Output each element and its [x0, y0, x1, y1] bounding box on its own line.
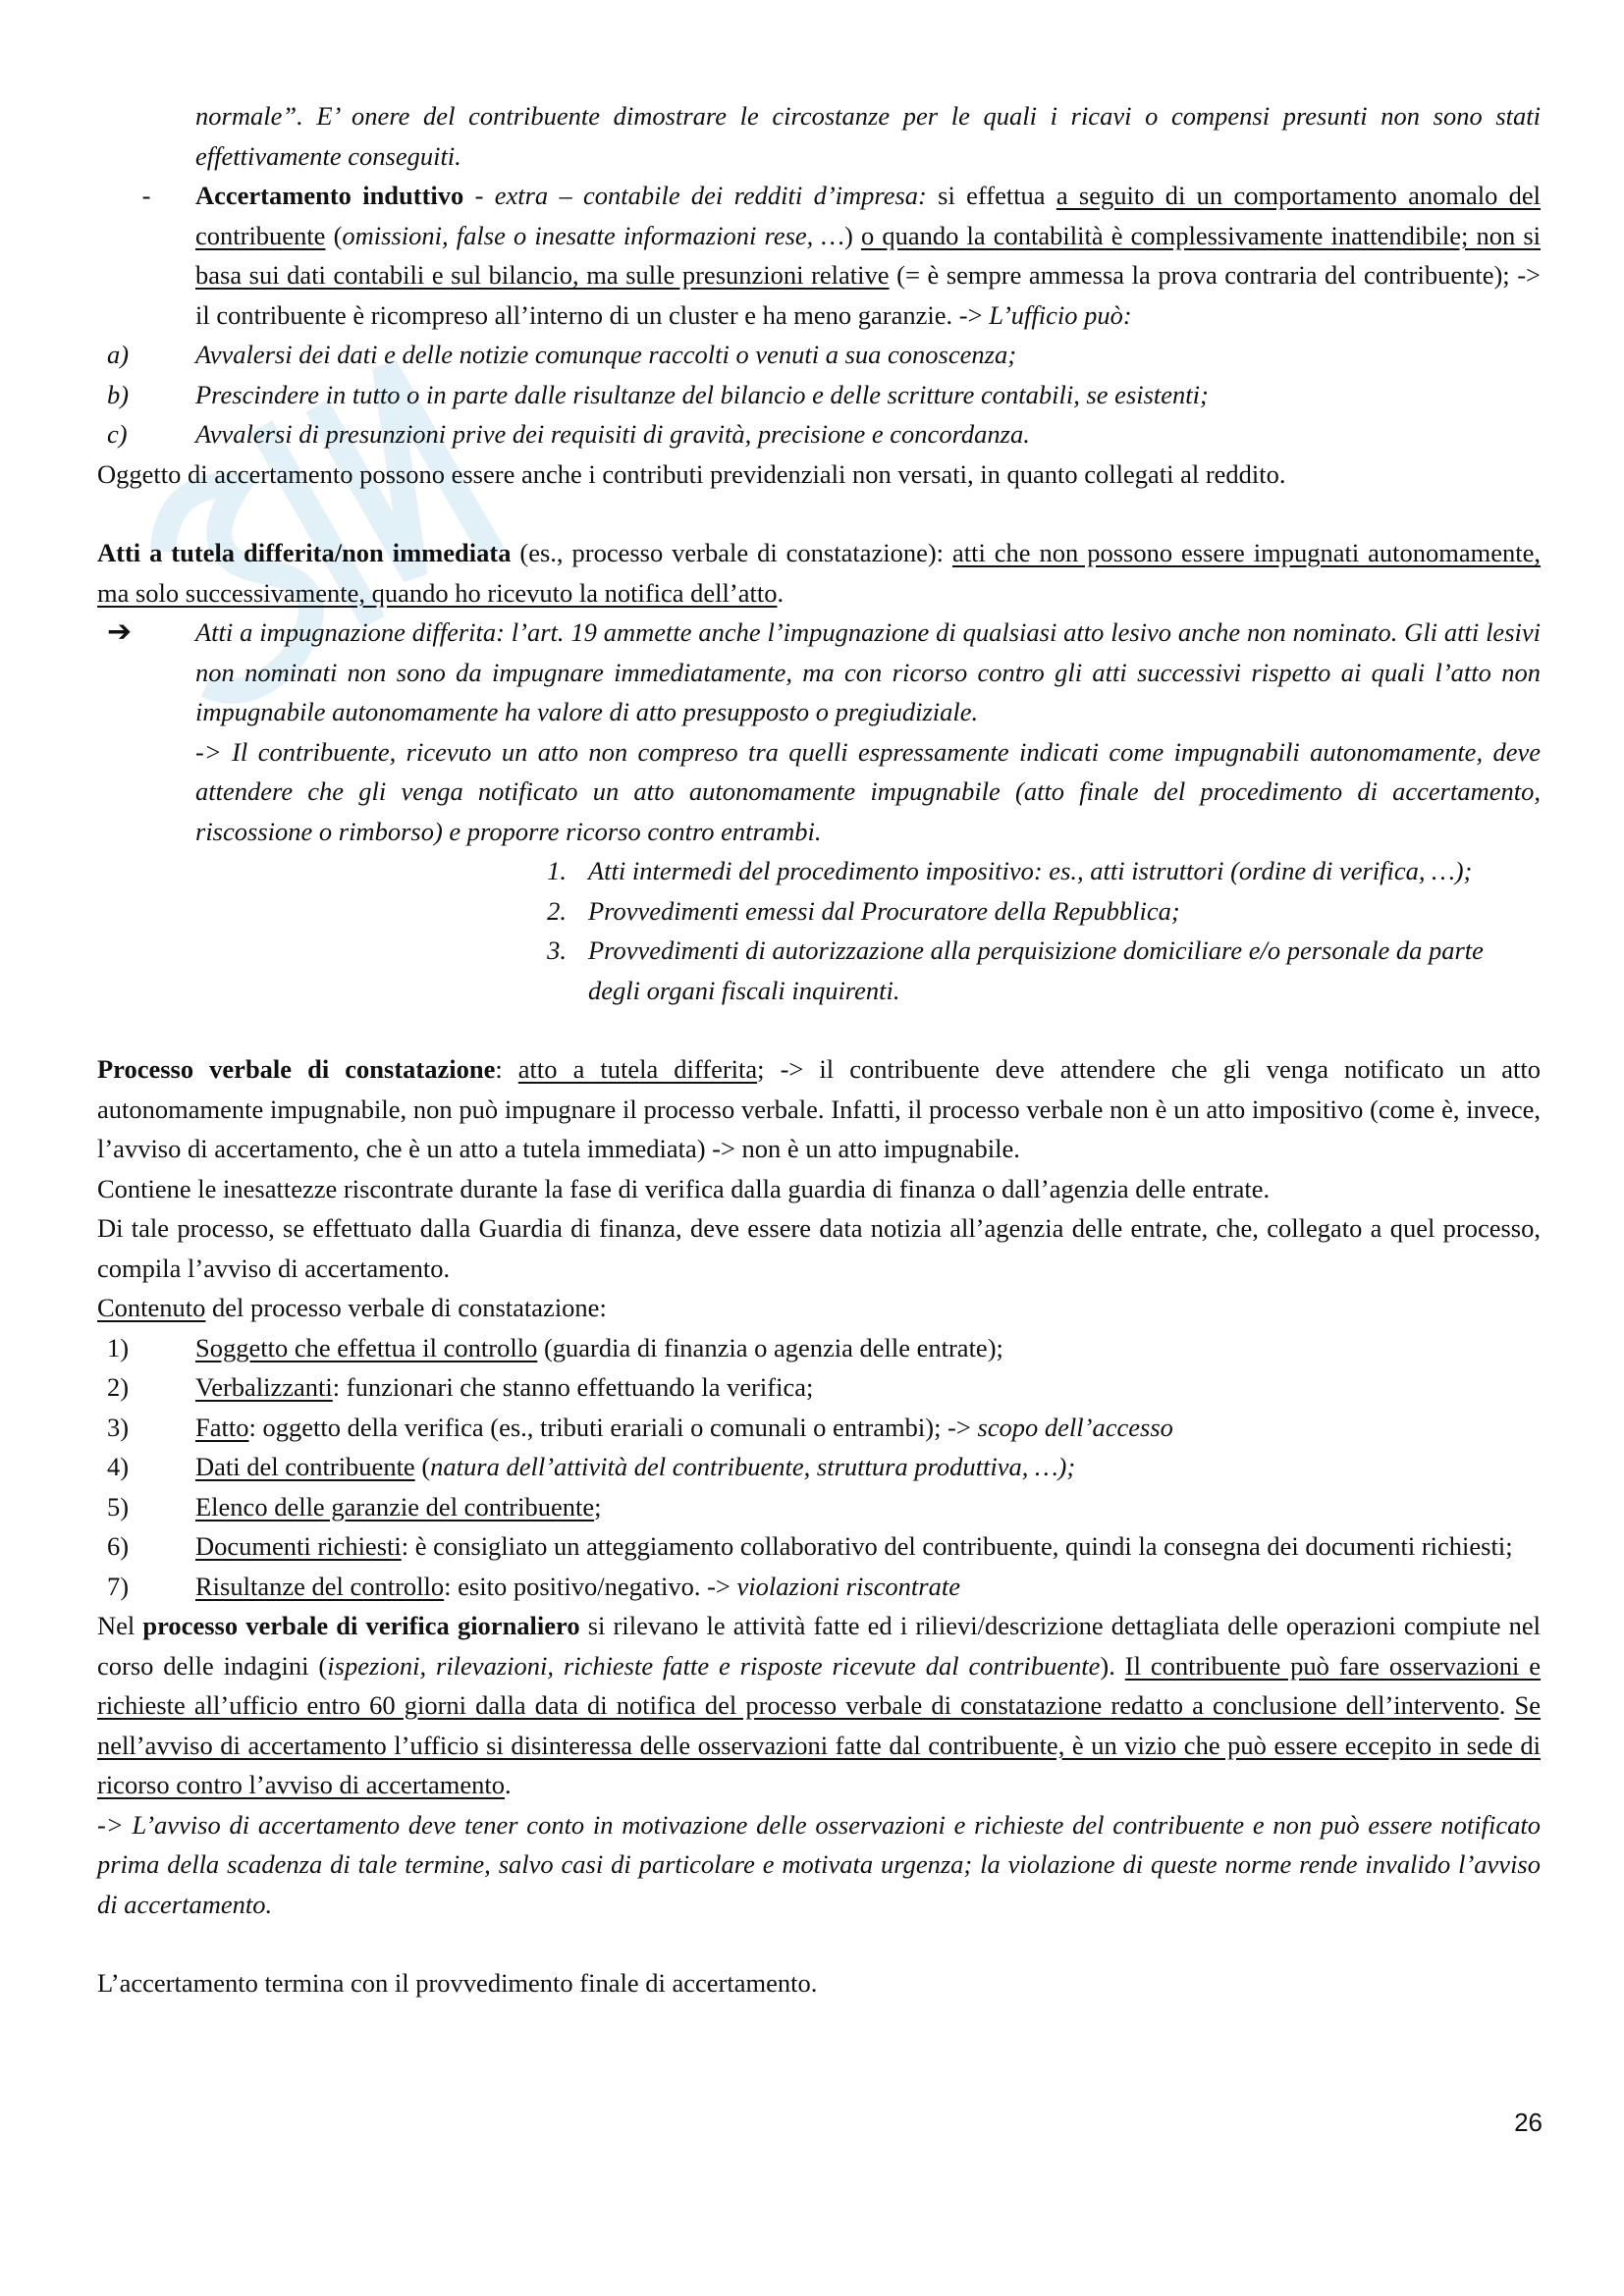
bullet-marker: -: [141, 181, 151, 210]
conclusion-paragraph: L’accertamento termina con il provvedimento finale di accertamento.: [97, 1968, 818, 1998]
induttivo-bullet: [97, 176, 1541, 335]
atti-paragraph: Atti a tutela differita/non immediata (es., processo verbale di constatazione): atti che non possono essere impugnati autonomamente, ma solo successivamente, quando ho ricevuto la notifica dell’atto.: [97, 538, 1541, 608]
list-item: b) Prescindere in tutto o in parte dalle risultanze del bilancio e delle scritture contabili, se esistenti;: [107, 379, 1209, 409]
giornaliero-paragraph: Nel processo verbale di verifica giornaliero si rilevano le attività fatte ed i rilievi/descrizione dettagliata delle operazioni compiute nel corso delle indagini (ispezioni, rilevazioni, richieste fatte e risposte ricevute dal contribuente). Il contribuente può fare osservazioni e richieste all’ufficio entro 60 giorni dalla data di notifica del processo verbale di constatazione redatto a conclusione dell’intervento. Se nell’avviso di accertamento l’ufficio si disinteressa delle osservazioni fatte dal contribuente, è un vizio che può essere eccepito in sede di ricorso contro l’avviso di accertamento.: [97, 1611, 1542, 1799]
list-item: 3. Provvedimenti di autorizzazione alla perquisizione domiciliare e/o personale da parte degli organi fiscali inquirenti.: [547, 935, 1484, 1005]
arrow-item: ➔ Atti a impugnazione differita: l’art. 19 ammette anche l’impugnazione di qualsiasi atto lesivo anche non nominato. Gli atti lesivi non nominati non sono da impugnare immediatamente, ma con ricorso contro gli atti successivi rispetto ai quali l’atto non impugnabile autonomamente ha valore di atto presupposto o pregiudiziale. -> Il contribuente, ricevuto un atto non compreso tra quelli espressamente indicati come impugnabili autonomamente, deve attendere che gli venga notificato un atto autonomamente impugnabile (atto finale del procedimento di accertamento, riscossione o rimborso) e proporre ricorso contro entrambi.: [97, 613, 1541, 851]
document-page: [97, 96, 1541, 2003]
induttivo-paragraph: Accertamento induttivo - extra – contabile dei redditi d’impresa: si effettua a seguito di un comportamento anomalo del contribuente (omissioni, false o inesatte informazioni rese, …) o quando la contabilità è complessivamente inattendibile; non si basa sui dati contabili e sul bilancio, ma sulle presunzioni relative (= è sempre ammessa la prova contraria del contribuente); -> il contribuente è ricompreso all’interno di un cluster e ha meno garanzie. -> L’ufficio può:: [195, 181, 1542, 330]
list-item: 1) Soggetto che effettua il controllo (guardia di finanzia o agenzia delle entrate);: [107, 1332, 1003, 1362]
induttivo-title: Accertamento induttivo: [195, 181, 464, 210]
arrow-icon: ➔: [107, 614, 133, 649]
list-item: 1. Atti intermedi del procedimento impositivo: es., atti istruttori (ordine di verifica, …);: [547, 856, 1473, 885]
list-item: 5) Elenco delle garanzie del contribuente;: [107, 1491, 602, 1522]
list-item: a) Avvalersi dei dati e delle notizie comunque raccolti o venuti a sua conoscenza;: [107, 340, 1017, 369]
intro-paragraph: normale”. E’ onere del contribuente dimostrare le circostanze per le quali i ricavi o compensi presunti non sono stati effettivamente conseguiti.: [195, 101, 1541, 171]
pvc-paragraph-2: Contiene le inesattezze riscontrate durante la fase di verifica dalla guardia di finanza o dall’agenzia delle entrate.: [97, 1173, 1271, 1203]
list-item: 2) Verbalizzanti: funzionari che stanno effettuando la verifica;: [107, 1372, 814, 1402]
list-item: c) Avvalersi di presunzioni prive dei requisiti di gravità, precisione e concordanza.: [107, 419, 1030, 449]
pvc-title: Processo verbale di constatazione: [97, 1054, 496, 1084]
page-number: 26: [1514, 2108, 1543, 2137]
avviso-note: -> L’avviso di accertamento deve tener conto in motivazione delle osservazioni e richieste del contribuente e non può essere notificato prima della scadenza di tale termine, salvo casi di particolare e motivata urgenza; la violazione di queste norme rende invalido l’avviso di accertamento.: [97, 1809, 1541, 1919]
list-item: 7) Risultanze del controllo: esito positivo/negativo. -> violazioni riscontrate: [107, 1571, 960, 1601]
list-item: 3) Fatto: oggetto della verifica (es., tributi erariali o comunali o entrambi); -> scopo dell’accesso: [107, 1412, 1173, 1442]
list-item: 6) Documenti richiesti: è consigliato un atteggiamento collaborativo del contribuente, quindi la consegna dei documenti richiesti;: [107, 1531, 1513, 1561]
atti-title: Atti a tutela differita/non immediata: [97, 538, 512, 567]
pvc-paragraph: Processo verbale di constatazione: atto a tutela differita; -> il contribuente deve attendere che gli venga notificato un atto autonomamente impugnabile, non può impugnare il processo verbale. Infatti, il processo verbale non è un atto impositivo (come è, invece, l’avviso di accertamento, che è un atto a tutela immediata) -> non è un atto impugnabile.: [97, 1054, 1541, 1163]
list-item: 4) Dati del contribuente (natura dell’attività del contribuente, struttura produttiva, …);: [107, 1452, 1076, 1481]
contenuto-heading: Contenuto del processo verbale di constatazione:: [97, 1293, 607, 1322]
list-item: 2. Provvedimenti emessi dal Procuratore della Repubblica;: [547, 895, 1180, 926]
contributi-paragraph: Oggetto di accertamento possono essere anche i contributi previdenziali non versati, in quanto collegati al reddito.: [97, 458, 1286, 489]
pvc-paragraph-3: Di tale processo, se effettuato dalla Guardia di finanza, deve essere data notizia all’agenzia delle entrate, che, collegato a quel processo, compila l’avviso di accertamento.: [97, 1213, 1541, 1283]
